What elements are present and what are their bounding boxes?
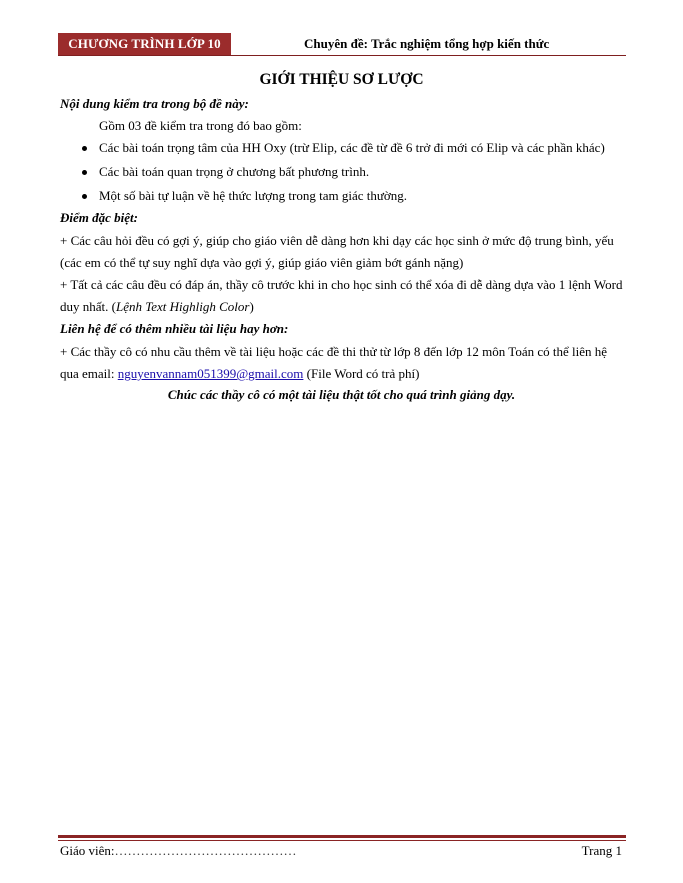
special-heading: Điểm đặc biệt: — [60, 210, 138, 225]
bullet-icon — [82, 194, 87, 199]
header-divider — [58, 55, 626, 56]
bullet-item-1: Các bài toán trọng tâm của HH Oxy (trừ Elip, các đề từ đề 6 trở đi mới có Elip và các phần khác) — [99, 140, 605, 155]
special-2-line-1: + Tất cả các câu đều có đáp án, thầy cô trước khi in cho học sinh có thể xóa đi dễ dàng dựa vào 1 lệnh Word — [60, 277, 623, 292]
footer-divider-thin — [58, 840, 626, 841]
intro-text: Gồm 03 đề kiểm tra trong đó bao gồm: — [99, 118, 302, 133]
special-2-suffix: ) — [249, 299, 254, 314]
closing-message: Chúc các thầy cô có một tài liệu thật tốt cho quá trình giảng dạy. — [167, 387, 516, 402]
special-2-prefix: duy nhất. ( — [60, 299, 116, 314]
page-title: GIỚI THIỆU SƠ LƯỢC — [259, 71, 424, 88]
email-link[interactable]: nguyenvannam051399@gmail.com — [117, 366, 304, 381]
bullet-icon — [82, 146, 87, 151]
contact-heading: Liên hệ để có thêm nhiều tài liệu hay hơn: — [60, 321, 289, 336]
bullet-icon — [82, 170, 87, 175]
footer-divider-thick — [58, 835, 626, 838]
contact-prefix: qua email: — [60, 366, 118, 381]
teacher-label: Giáo viên: — [60, 843, 115, 858]
teacher-blank: …………………………………… — [114, 843, 297, 858]
content-heading: Nội dung kiểm tra trong bộ đề này: — [60, 96, 249, 111]
page-number: Trang 1 — [581, 843, 622, 858]
special-2-line-2 — [60, 296, 254, 318]
contact-line-2 — [60, 363, 419, 385]
teacher-field — [60, 843, 297, 859]
contact-line-1: + Các thầy cô có nhu cầu thêm về tài liệu hoặc các đề thi thử từ lớp 8 đến lớp 12 môn Toán có thể liên hệ — [60, 344, 608, 359]
special-2-command: Lệnh Text Highligh Color — [115, 299, 250, 314]
special-1-line-1: + Các câu hỏi đều có gợi ý, giúp cho giáo viên dễ dàng hơn khi dạy các học sinh ở mức độ trung bình, yếu — [60, 233, 614, 248]
special-1-line-2: (các em có thể tự suy nghĩ dựa vào gợi ý, giúp giáo viên giảm bớt gánh nặng) — [60, 255, 464, 270]
contact-suffix: (File Word có trả phí) — [303, 366, 420, 381]
bullet-item-2: Các bài toán quan trọng ở chương bất phương trình. — [99, 164, 370, 179]
topic-label: Chuyên đề: Trắc nghiệm tổng hợp kiến thức — [304, 36, 550, 51]
bullet-item-3: Một số bài tự luận về hệ thức lượng trong tam giác thường. — [99, 188, 408, 203]
program-banner — [58, 33, 231, 55]
program-label: CHƯƠNG TRÌNH LỚP 10 — [68, 36, 221, 51]
